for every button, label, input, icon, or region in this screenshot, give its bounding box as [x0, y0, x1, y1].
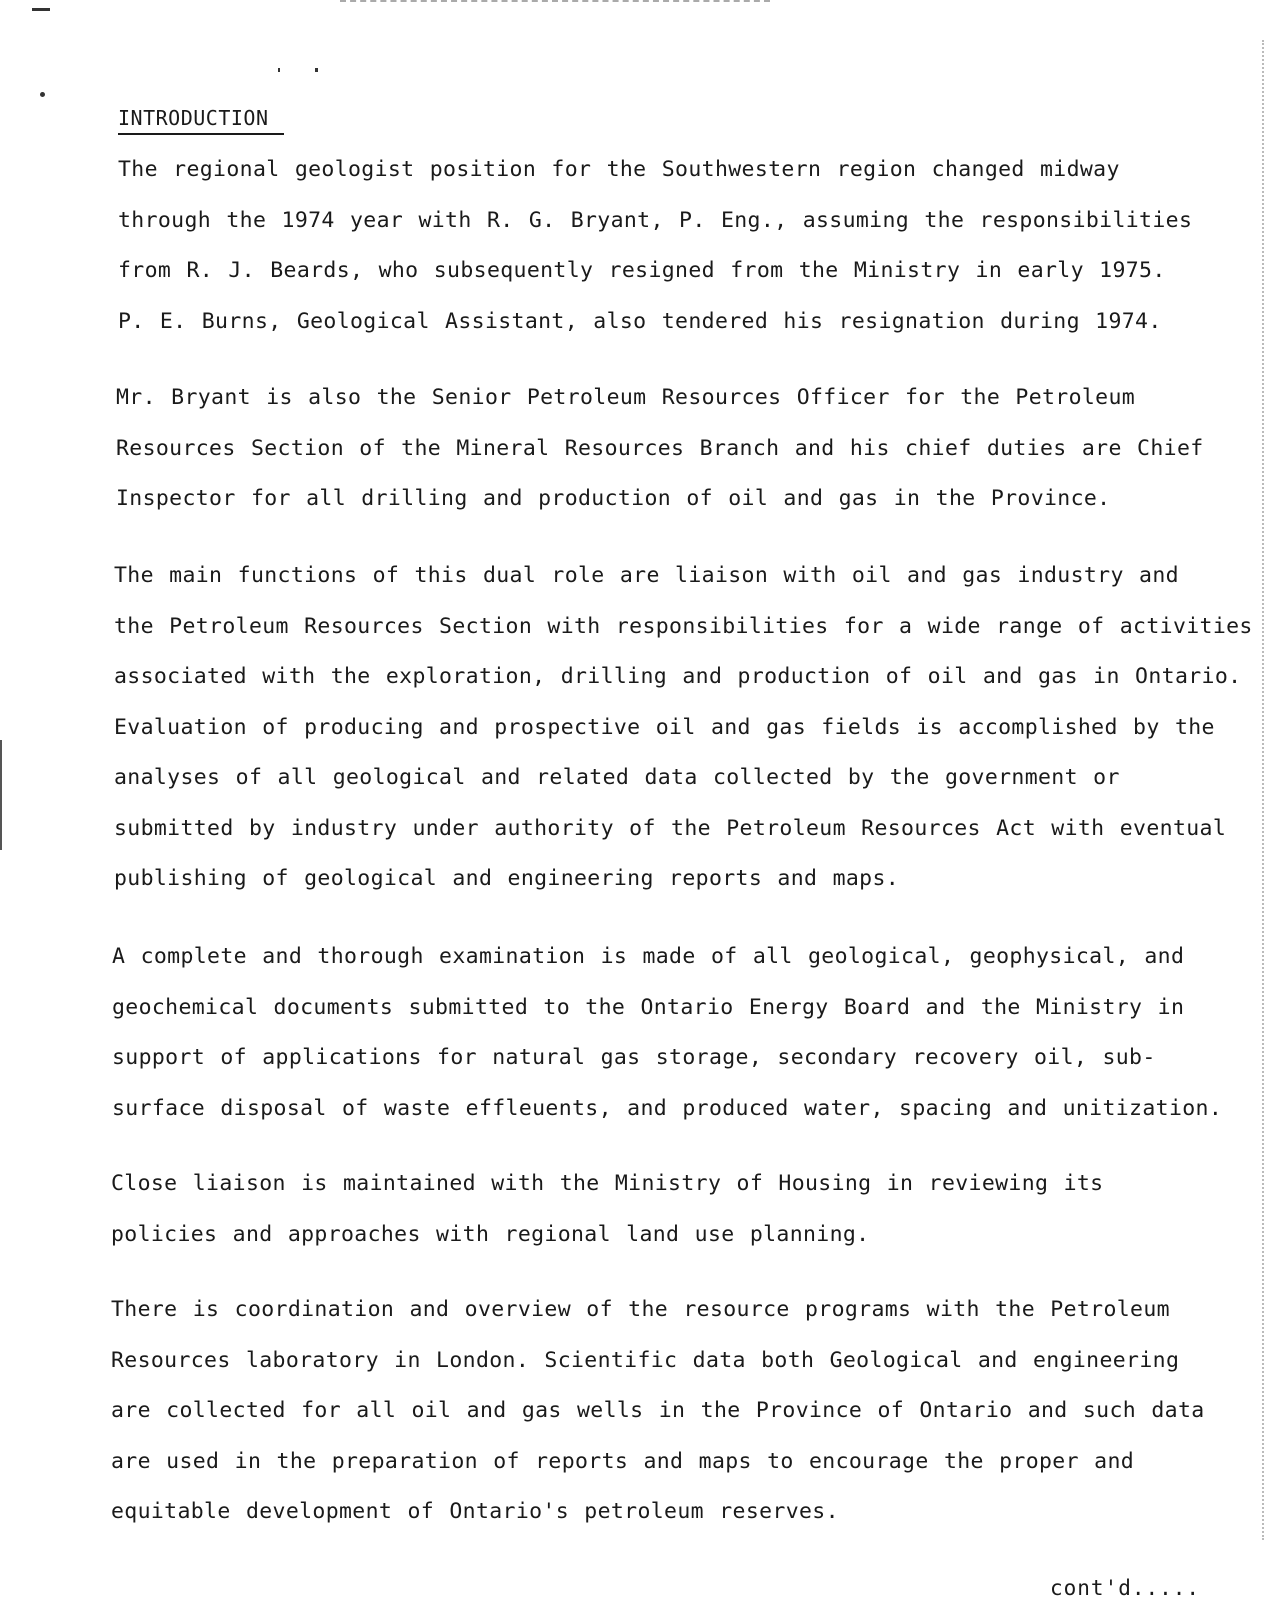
text-line: The regional geologist position for the Southwestern region changed midway: [118, 157, 1120, 182]
text-line: Resources laboratory in London. Scientific data both Geological and engineering: [111, 1347, 1180, 1373]
text-line: There is coordination and overview of the resource programs with the Petroleum: [111, 1297, 1170, 1322]
text-line: The main functions of this dual role are liaison with oil and gas industry and: [114, 563, 1179, 588]
text-line: are used in the preparation of reports and maps to encourage the proper and: [111, 1448, 1135, 1474]
paragraph: [111, 1285, 1205, 1538]
scan-artifact-top: [340, 0, 770, 5]
text-line: equitable development of Ontario's petroleum reserves.: [111, 1499, 839, 1524]
text-line: Evaluation of producing and prospective oil and gas fields is accomplished by the: [114, 714, 1215, 740]
text-line: A complete and thorough examination is made of all geological, geophysical, and: [112, 944, 1185, 969]
text-line: surface disposal of waste effleuents, and produced water, spacing and unitization.: [112, 1095, 1223, 1121]
text-line: geochemical documents submitted to the Ontario Energy Board and the Ministry in: [112, 994, 1185, 1020]
paragraph: [118, 145, 1192, 347]
scan-edge-left: [0, 740, 2, 850]
scan-mark: [278, 68, 280, 72]
text-line: from R. J. Beards, who subsequently resigned from the Ministry in early 1975.: [118, 258, 1166, 283]
text-line: Mr. Bryant is also the Senior Petroleum Resources Officer for the Petroleum: [116, 385, 1136, 410]
paragraph: [114, 551, 1253, 905]
text-line: the Petroleum Resources Section with responsibilities for a wide range of activities: [114, 613, 1253, 639]
text-line: are collected for all oil and gas wells in the Province of Ontario and such data: [111, 1398, 1205, 1423]
scan-edge-right: [1262, 40, 1264, 1540]
text-line: through the 1974 year with R. G. Bryant, P. Eng., assuming the responsibilities: [118, 207, 1193, 233]
text-line: Inspector for all drilling and production of oil and gas in the Province.: [116, 486, 1111, 511]
text-line: Close liaison is maintained with the Ministry of Housing in reviewing its: [111, 1171, 1104, 1196]
scan-mark: [315, 68, 318, 72]
text-line: publishing of geological and engineering reports and maps.: [114, 866, 900, 891]
text-line: Resources Section of the Mineral Resources Branch and his chief duties are Chief: [116, 435, 1204, 461]
paragraph: [112, 932, 1222, 1134]
text-line: analyses of all geological and related data collected by the government or: [114, 765, 1120, 790]
scan-mark: [40, 92, 45, 97]
continuation-marker: cont'd.....: [1050, 1576, 1201, 1600]
scan-mark: [32, 8, 50, 11]
text-line: policies and approaches with regional land use planning.: [111, 1221, 870, 1247]
text-line: support of applications for natural gas storage, secondary recovery oil, sub-: [112, 1045, 1156, 1070]
text-line: associated with the exploration, drilling and production of oil and gas in Ontario.: [114, 664, 1242, 689]
paragraph: [116, 373, 1204, 525]
text-line: P. E. Burns, Geological Assistant, also tendered his resignation during 1974.: [118, 308, 1162, 334]
text-line: submitted by industry under authority of the Petroleum Resources Act with eventual: [114, 815, 1227, 841]
section-heading: INTRODUCTION: [118, 106, 284, 135]
paragraph: [111, 1159, 1103, 1260]
